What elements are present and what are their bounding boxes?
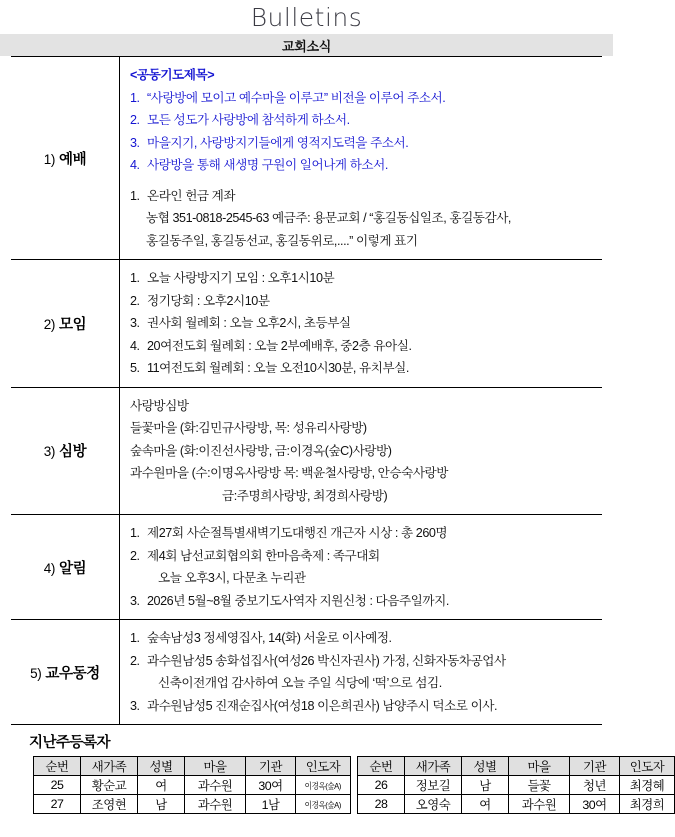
cell-right-leader: 최경혜 <box>620 776 675 795</box>
bulletin-section-row <box>11 515 602 620</box>
list-number: 2. <box>130 548 140 563</box>
column-header-left-leader: 인도자 <box>296 757 351 776</box>
bulletin-line: 오늘 오후3시, 다문초 누리관 <box>158 571 306 585</box>
cell-right-name: 오영숙 <box>405 795 462 814</box>
leader-name: 이경옥(숲A) <box>304 800 342 810</box>
list-number: 3. <box>130 698 140 713</box>
bulletin-line <box>130 627 596 650</box>
section-content-1 <box>120 57 603 260</box>
table-row <box>34 795 675 814</box>
column-header-right-org: 기관 <box>570 757 620 776</box>
bulletin-line: 들꽃마을 (화:김민규사랑방, 목: 성유리사랑방) <box>130 421 367 435</box>
column-header-right-seq: 순번 <box>358 757 405 776</box>
list-number: 5. <box>130 361 140 375</box>
list-number: 4. <box>130 338 140 353</box>
list-text: 오늘 사랑방지기 모임 : 오후1시10분 <box>147 271 335 285</box>
cell-left-seq: 25 <box>34 776 81 795</box>
cell-right-org: 청년 <box>570 776 620 795</box>
column-header-right-sex: 성별 <box>462 757 509 776</box>
subtitle-text: 교회소식 <box>281 39 332 54</box>
column-header-left-name: 새가족 <box>81 757 138 776</box>
registrants-title: 지난주등록자 <box>29 735 111 751</box>
section-number: 5) <box>30 665 42 681</box>
section-label-5 <box>11 620 120 725</box>
subtitle-bar <box>0 34 613 56</box>
cell-left-seq: 27 <box>34 795 81 814</box>
table-row <box>34 776 675 795</box>
page-title: Bulletins <box>250 2 363 32</box>
registrants-table <box>33 756 675 814</box>
registrants-section <box>11 725 665 814</box>
column-header-left-seq: 순번 <box>34 757 81 776</box>
bulletin-line <box>130 185 596 208</box>
column-header-left-village: 마을 <box>185 757 246 776</box>
column-header-right-leader: 인도자 <box>620 757 675 776</box>
column-header-right-village: 마을 <box>509 757 570 776</box>
cell-left-org: 1남 <box>246 795 296 814</box>
bulletin-line: 숲속마을 (화:이진선사랑방, 금:이경옥(숲C)사랑방) <box>130 443 392 458</box>
section-title: 심방 <box>59 444 87 461</box>
list-text: 제4회 남선교회협의회 한마음축제 : 족구대회 <box>147 548 380 563</box>
bulletin-line <box>130 335 596 358</box>
section-number: 1) <box>43 151 55 167</box>
list-number: 2. <box>130 293 140 308</box>
bulletin-line <box>130 290 596 313</box>
cell-left-leader <box>296 776 351 795</box>
section-content-3 <box>120 387 603 515</box>
cell-right-seq: 28 <box>358 795 405 814</box>
list-text: 제27회 사순절특별새벽기도대행진 개근자 시상 : 총 260명 <box>147 526 448 540</box>
list-number: 4. <box>130 158 140 172</box>
cell-left-org: 30여 <box>246 776 296 795</box>
cell-left-sex: 남 <box>138 795 185 814</box>
section-content-2 <box>120 260 603 388</box>
list-text: 11여전도회 월례회 : 오늘 오전10시30분, 유치부실. <box>147 361 409 375</box>
list-text: 온라인 헌금 계좌 <box>147 188 236 203</box>
list-text: “사랑방에 모이고 예수마을 이루고” 비전을 이루어 주소서. <box>147 90 446 105</box>
cell-right-village: 들꽃 <box>509 776 570 795</box>
cell-right-sex: 여 <box>462 795 509 814</box>
bulletin-line: 사랑방심방 <box>130 398 189 413</box>
bulletin-section-row <box>11 260 602 388</box>
list-text: 과수원남성5 송화섭집사(여성26 박신자권사) 가정, 신화자동차공업사 <box>147 653 506 668</box>
cell-right-org: 30여 <box>570 795 620 814</box>
list-text: 권사회 월례회 : 오늘 오후2시, 초등부실 <box>147 316 351 330</box>
table-split-divider <box>351 757 358 776</box>
cell-left-leader <box>296 795 351 814</box>
column-header-left-sex: 성별 <box>138 757 185 776</box>
bulletin-section-row <box>11 387 602 515</box>
cell-right-leader: 최경희 <box>620 795 675 814</box>
bulletin-section-row <box>11 57 602 260</box>
cell-right-sex: 남 <box>462 776 509 795</box>
section-number: 3) <box>43 444 55 460</box>
bulletin-line: 신축이전개업 감사하여 오늘 주일 식당에 ‘떡’으로 섬김. <box>158 676 442 690</box>
bulletin-line <box>130 154 596 177</box>
bulletin-line <box>130 357 596 380</box>
column-header-left-org: 기관 <box>246 757 296 776</box>
section-title: 알림 <box>59 560 87 577</box>
list-number: 2. <box>130 113 140 127</box>
cell-right-village: 과수원 <box>509 795 570 814</box>
bulletin-line <box>130 132 596 155</box>
table-split-divider <box>351 795 358 814</box>
bulletin-line: 홍길동주일, 홍길동선교, 홍길동위로,....” 이렇게 표기 <box>146 233 418 248</box>
list-text: 모든 성도가 사랑방에 참석하게 하소서. <box>147 113 350 127</box>
column-header-right-name: 새가족 <box>405 757 462 776</box>
list-text: 마을지기, 사랑방지기들에게 영적지도력을 주소서. <box>147 135 409 150</box>
bulletin-line <box>130 522 596 545</box>
leader-name: 이경옥(숲A) <box>304 781 342 791</box>
section-subheading: <공동기도제목> <box>130 68 215 82</box>
section-number: 4) <box>43 560 55 576</box>
list-number: 1. <box>130 90 140 105</box>
cell-right-name: 정보길 <box>405 776 462 795</box>
list-number: 3. <box>130 316 140 330</box>
document-header <box>0 0 613 34</box>
cell-left-village: 과수원 <box>185 776 246 795</box>
bulletin-line <box>130 109 596 132</box>
bulletin-line <box>130 590 596 613</box>
cell-left-sex: 여 <box>138 776 185 795</box>
section-number: 2) <box>43 316 55 332</box>
section-title: 예배 <box>59 151 87 168</box>
list-number: 1. <box>130 631 140 645</box>
bulletin-section-row <box>11 620 602 725</box>
list-text: 2026년 5월~8월 중보기도사역자 지원신청 : 다음주일까지. <box>147 593 449 608</box>
list-number: 1. <box>130 271 140 285</box>
section-label-1 <box>11 57 120 260</box>
section-content-4 <box>120 515 603 620</box>
list-number: 1. <box>130 526 140 540</box>
list-text: 사랑방을 통해 새생명 구원이 일어나게 하소서. <box>147 158 388 172</box>
table-header-row <box>34 757 675 776</box>
list-number: 3. <box>130 593 140 608</box>
bulletin-line: 금:주명희사랑방, 최경희사랑방) <box>222 488 388 503</box>
section-content-5 <box>120 620 603 725</box>
section-title: 모임 <box>59 316 87 333</box>
bulletin-line <box>130 650 596 673</box>
section-label-4 <box>11 515 120 620</box>
bulletin-line: 농협 351-0818-2545-63 예금주: 용문교회 / “홍길동십일조, 홍길동감사, <box>146 211 511 225</box>
list-text: 정기당회 : 오후2시10분 <box>147 293 270 308</box>
table-split-divider <box>351 776 358 795</box>
bulletin-line <box>130 87 596 110</box>
cell-left-name: 황순교 <box>81 776 138 795</box>
cell-right-seq: 26 <box>358 776 405 795</box>
bulletin-table <box>11 56 602 725</box>
cell-left-name: 조영현 <box>81 795 138 814</box>
list-number: 3. <box>130 135 140 150</box>
bulletin-line <box>130 545 596 568</box>
list-text: 숲속남성3 정세영집사, 14(화) 서울로 이사예정. <box>147 631 392 645</box>
list-number: 2. <box>130 653 140 668</box>
bulletin-line <box>130 267 596 290</box>
list-text: 20여전도회 월례회 : 오늘 2부예배후, 중2층 유아실. <box>147 338 412 353</box>
cell-left-village: 과수원 <box>185 795 246 814</box>
bulletin-line <box>130 695 596 718</box>
bulletin-line <box>130 177 596 185</box>
bulletin-line <box>130 312 596 335</box>
section-title: 교우동정 <box>45 665 100 682</box>
list-text: 과수원남성5 진재순집사(여성18 이은희권사) 남양주시 덕소로 이사. <box>147 698 498 713</box>
section-label-3 <box>11 387 120 515</box>
section-label-2 <box>11 260 120 388</box>
bulletin-line: 과수원마을 (수:이명옥사랑방 목: 백윤철사랑방, 안승숙사랑방 <box>130 466 448 480</box>
list-number: 1. <box>130 188 140 203</box>
